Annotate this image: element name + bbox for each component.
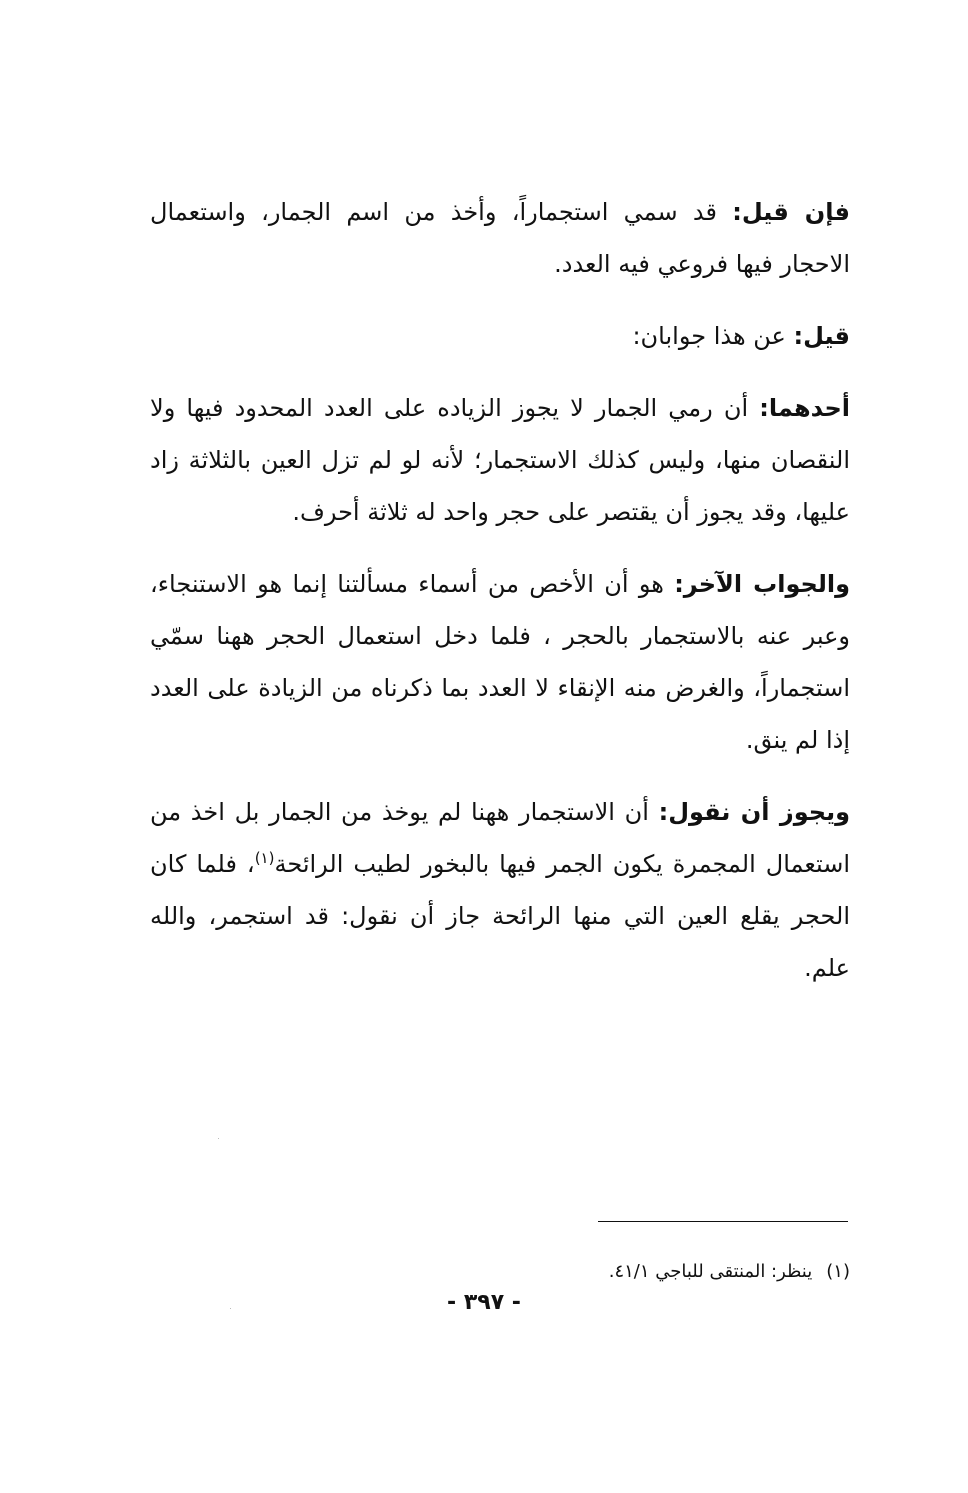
footnote	[350, 1258, 850, 1286]
paragraph-body: هو أن الأخص من أسماء مسألتنا إنما هو الاستنجاء، وعبر عنه بالاستجمار بالحجر ، فلما دخل استعمال الحجر ههنا سمّي استجماراً، والغرض منه الإنقاء لا العدد بما ذكرناه من الزيادة على العدد إذا لم ينق.	[150, 570, 850, 754]
paragraph-alternative	[150, 786, 850, 994]
scan-speck	[230, 1308, 231, 1309]
paragraph-lead: فإن قيل:	[732, 198, 850, 226]
footnote-text: ينظر: المنتقى للباجي ٤١/١.	[608, 1261, 813, 1282]
footnote-divider	[598, 1221, 848, 1222]
paragraph-lead: قيل:	[793, 322, 850, 350]
page-number: - ٣٩٧ -	[447, 1290, 521, 1315]
paragraph-body: أن رمي الجمار لا يجوز الزياده على العدد المحدود فيها ولا النقصان منها، وليس كذلك الاستجمار؛ لأنه لو لم تزل العين بالثلاثة زاد عليها، وقد يجوز أن يقتصر على حجر واحد له ثلاثة أحرف.	[150, 394, 850, 526]
paragraph-reply	[150, 310, 850, 362]
main-text	[150, 186, 850, 1014]
paragraph-objection	[150, 186, 850, 290]
paragraph-lead: والجواب الآخر:	[674, 570, 850, 598]
footnote-number: (١)	[826, 1261, 850, 1282]
paragraph-lead: أحدهما:	[759, 394, 850, 422]
paragraph-body: عن هذا جوابان:	[632, 322, 794, 350]
paragraph-lead: ويجوز أن نقول:	[658, 798, 850, 826]
paragraph-body-continued: ، فلما كان الحجر يقلع العين التي منها الرائحة جاز أن نقول: قد استجمر، والله علم.	[150, 850, 850, 982]
paragraph-body: قد سمي استجماراً، وأخذ من اسم الجمار، واستعمال الاحجار فيها فروعي فيه العدد.	[150, 198, 850, 278]
scan-speck	[218, 1138, 219, 1139]
paragraph-first-answer	[150, 382, 850, 538]
paragraph-body: أن الاستجمار ههنا لم يوخذ من الجمار بل اخذ من استعمال المجمرة يكون الجمر فيها بالبخور لطيب الرائحة	[150, 798, 850, 878]
paragraph-second-answer	[150, 558, 850, 766]
footnote-reference[interactable]: (١)	[254, 849, 275, 867]
